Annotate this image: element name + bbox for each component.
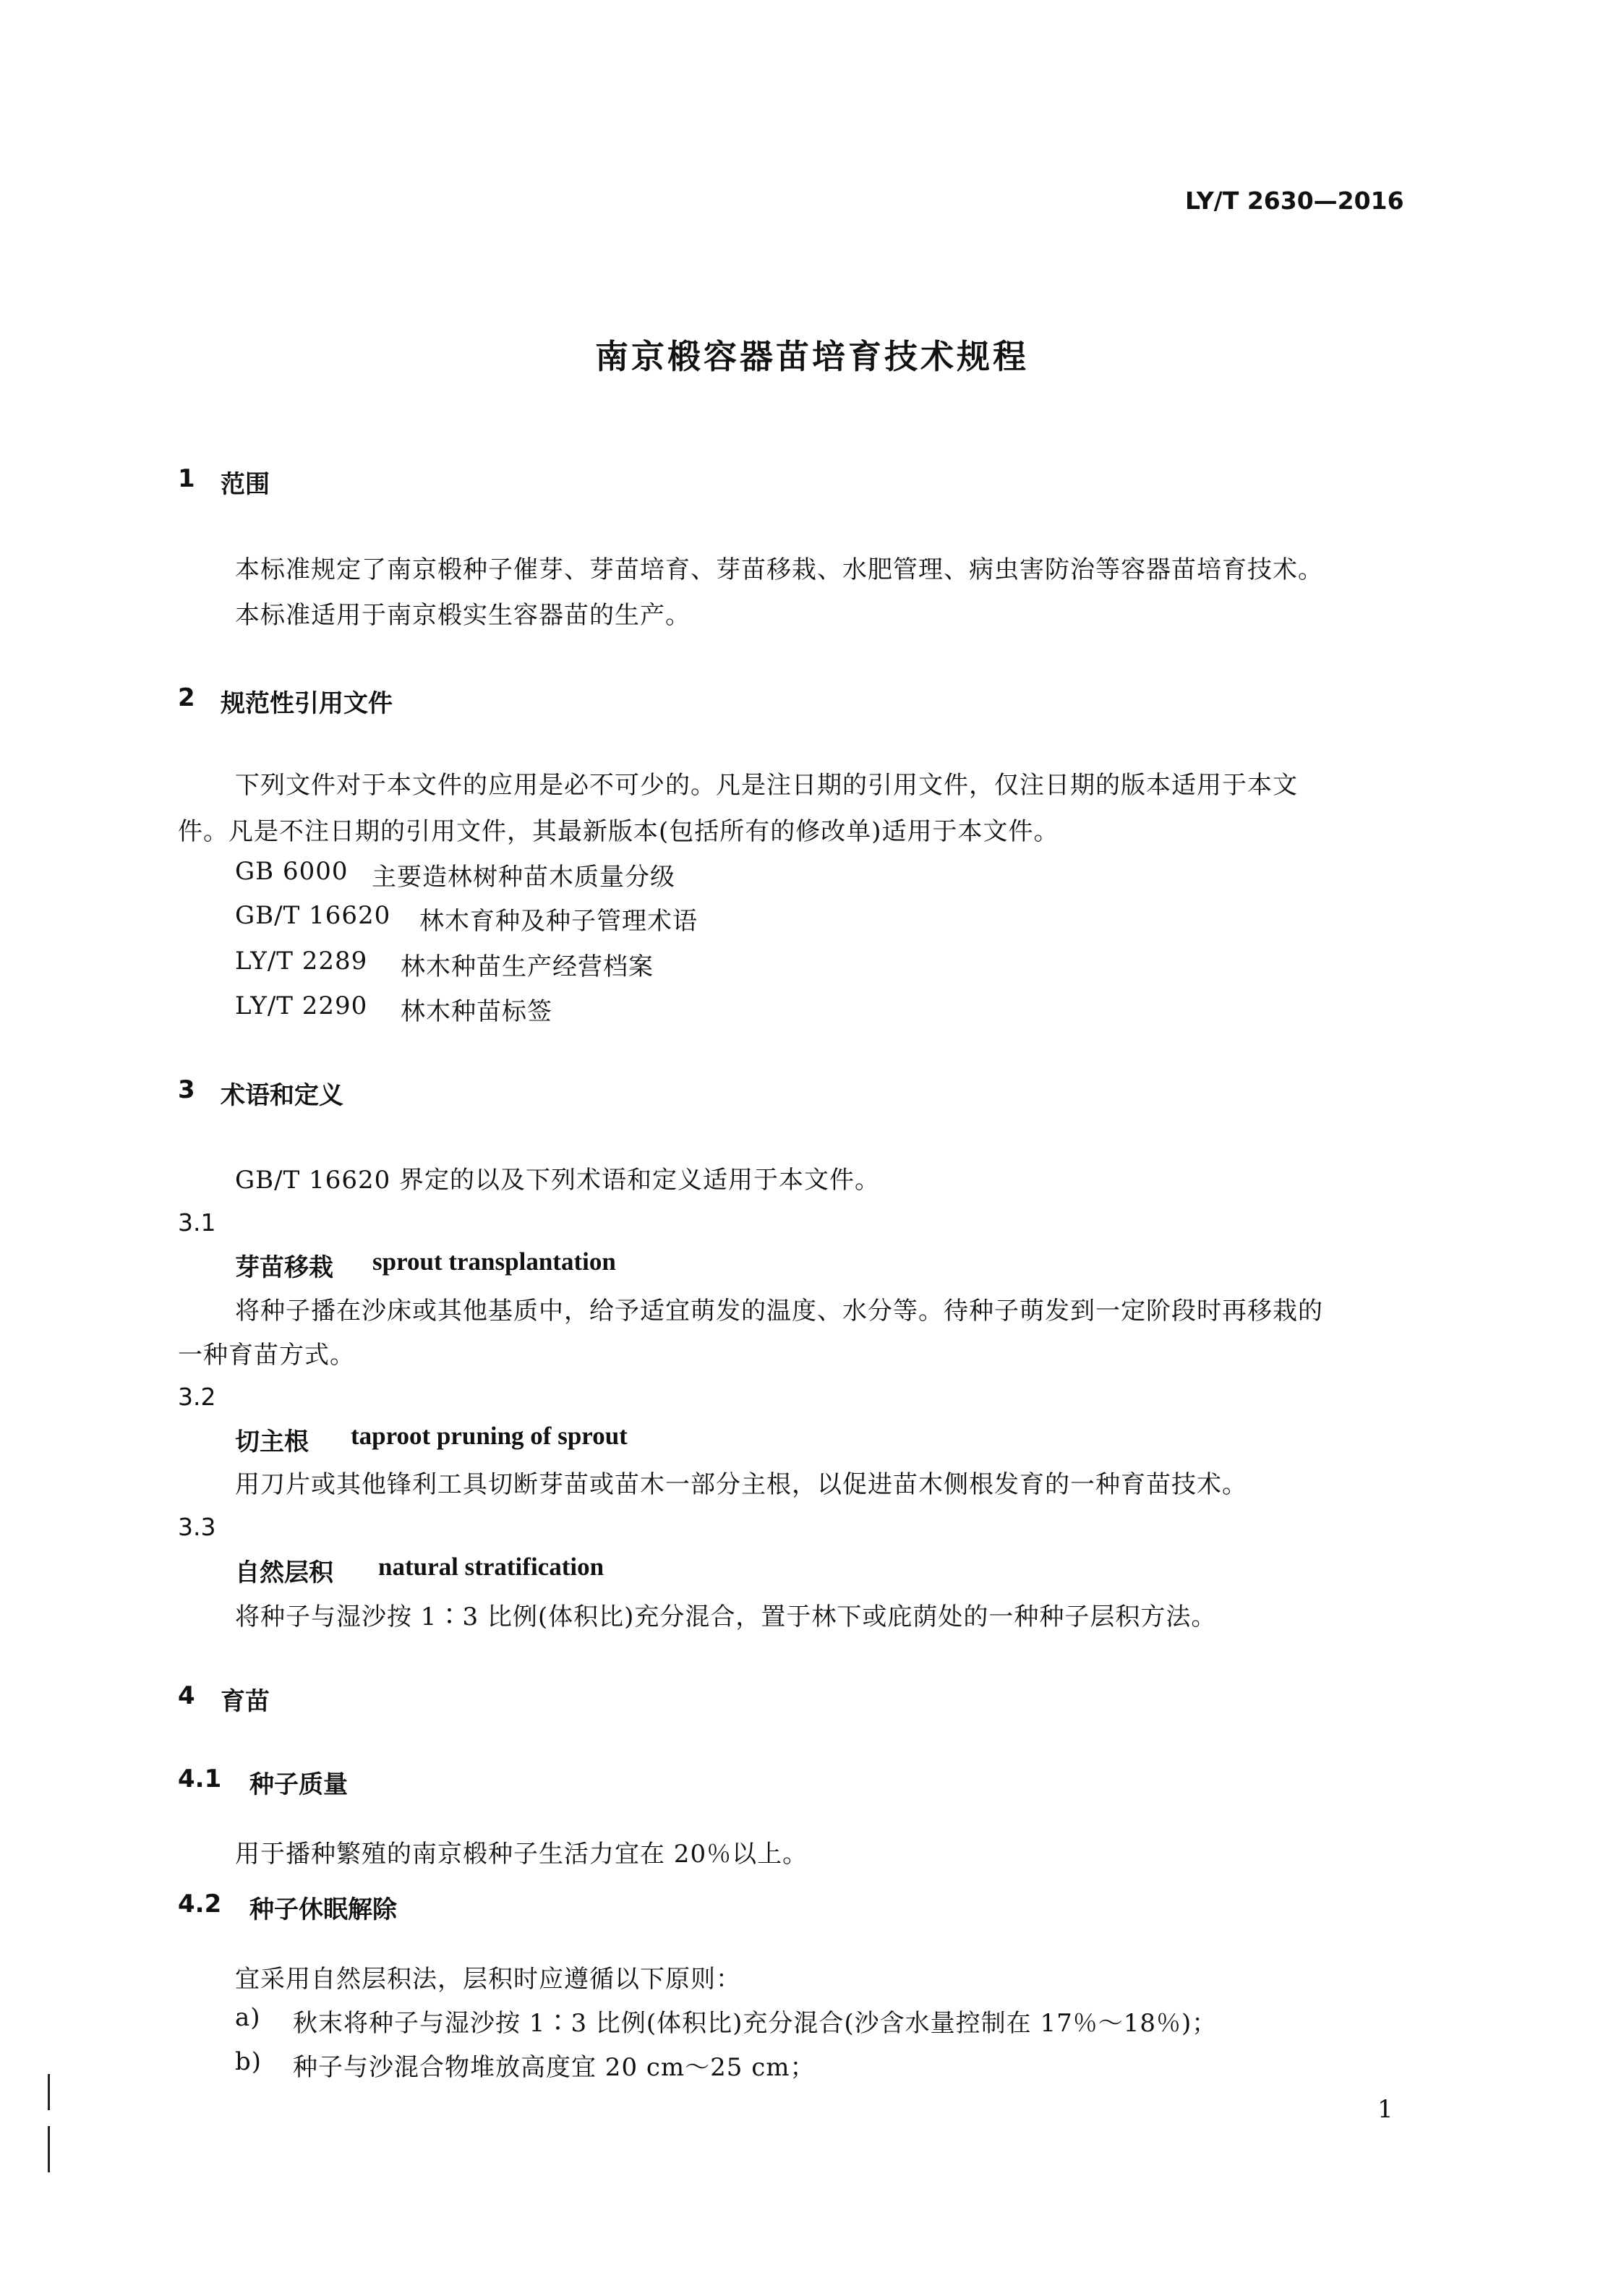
term-definition-line-1: 将种子与湿沙按 1∶3 比例(体积比)充分混合，置于林下或庇荫处的一种种子层积方法。 <box>235 1603 1217 1631</box>
section-2-number: 2 <box>178 683 195 712</box>
section-3-number: 3 <box>178 1075 195 1104</box>
section-2-paragraph-line-1: 下列文件对于本文件的应用是必不可少的。凡是注日期的引用文件，仅注日期的版本适用于本文 <box>235 771 1298 800</box>
section-2-title: 规范性引用文件 <box>221 689 393 718</box>
section-4-2-paragraph: 宜采用自然层积法，层积时应遵循以下原则： <box>235 1965 741 1994</box>
term-english: sprout transplantation <box>372 1247 616 1276</box>
reference-title: 林木种苗生产经营档案 <box>401 952 654 981</box>
scan-edge-mark <box>48 2074 50 2110</box>
term-chinese: 自然层积 <box>235 1558 333 1587</box>
section-4-1-number: 4.1 <box>178 1764 222 1793</box>
section-2-paragraph-line-2: 件。凡是不注日期的引用文件，其最新版本(包括所有的修改单)适用于本文件。 <box>178 817 1059 846</box>
section-3-intro: GB/T 16620 界定的以及下列术语和定义适用于本文件。 <box>235 1166 881 1195</box>
section-1-paragraph-2: 本标准适用于南京椴实生容器苗的生产。 <box>235 601 691 630</box>
section-1-title: 范围 <box>221 470 270 499</box>
list-item-text: 秋末将种子与湿沙按 1∶3 比例(体积比)充分混合(沙含水量控制在 17％～18％)； <box>293 2009 1218 2038</box>
term-english: taproot pruning of sprout <box>351 1422 628 1450</box>
section-1-paragraph-1: 本标准规定了南京椴种子催芽、芽苗培育、芽苗移栽、水肥管理、病虫害防治等容器苗培育技术。 <box>235 555 1323 584</box>
section-1-number: 1 <box>178 464 195 493</box>
list-item-text: 种子与沙混合物堆放高度宜 20 cm～25 cm； <box>293 2053 816 2082</box>
scan-edge-mark <box>48 2126 50 2172</box>
section-4-1-paragraph: 用于播种繁殖的南京椴种子生活力宜在 20％以上。 <box>235 1840 808 1869</box>
section-4-number: 4 <box>178 1681 195 1710</box>
reference-code: LY/T 2289 <box>235 947 368 976</box>
list-item-label: b) <box>235 2047 262 2076</box>
section-4-1-title: 种子质量 <box>249 1770 348 1799</box>
term-chinese: 切主根 <box>235 1428 309 1456</box>
reference-code: GB/T 16620 <box>235 901 391 930</box>
reference-title: 林木育种及种子管理术语 <box>419 907 698 936</box>
page-number: 1 <box>1377 2095 1394 2124</box>
section-4-2-title: 种子休眠解除 <box>249 1895 397 1924</box>
reference-code: GB 6000 <box>235 857 349 886</box>
term-chinese: 芽苗移栽 <box>235 1253 333 1282</box>
reference-title: 主要造林树种苗木质量分级 <box>372 863 675 892</box>
term-number: 3.1 <box>178 1208 216 1237</box>
section-3-title: 术语和定义 <box>221 1081 343 1110</box>
section-4-title: 育苗 <box>221 1687 270 1716</box>
section-4-2-number: 4.2 <box>178 1890 222 1919</box>
list-item-label: a) <box>235 2003 261 2032</box>
page-title: 南京椴容器苗培育技术规程 <box>595 337 1029 376</box>
term-definition-line-1: 将种子播在沙床或其他基质中，给予适宜萌发的温度、水分等。待种子萌发到一定阶段时再移栽的 <box>235 1297 1323 1326</box>
standard-code: LY/T 2630—2016 <box>1185 187 1404 215</box>
term-number: 3.2 <box>178 1383 216 1411</box>
term-definition-line-1: 用刀片或其他锋利工具切断芽苗或苗木一部分主根，以促进苗木侧根发育的一种育苗技术。 <box>235 1470 1247 1499</box>
term-english: natural stratification <box>378 1553 604 1581</box>
term-definition-line-2: 一种育苗方式。 <box>178 1341 355 1370</box>
reference-title: 林木种苗标签 <box>401 997 552 1026</box>
term-number: 3.3 <box>178 1513 216 1541</box>
reference-code: LY/T 2290 <box>235 991 368 1020</box>
